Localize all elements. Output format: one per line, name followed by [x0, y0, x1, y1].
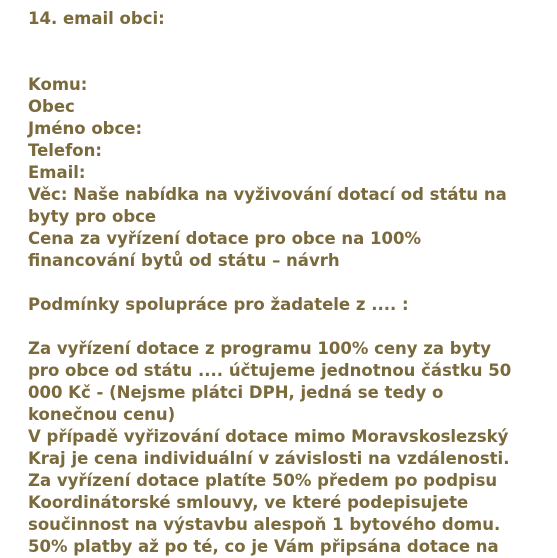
- price-line: Cena za vyřízení dotace pro obce na 100%: [28, 229, 422, 248]
- body-line: 000 Kč - (Nejsme plátci DPH, jedná se tedy o: [28, 383, 444, 402]
- body-line: Koordinátorské smlouvy, ve které podepisujete: [28, 493, 469, 512]
- price-line: financování bytů od státu – návrh: [28, 251, 340, 270]
- body-line: V případě vyřizování dotace mimo Moravskoslezský: [28, 427, 509, 446]
- section-heading: 14. email obci:: [28, 9, 165, 28]
- body-paragraph: [28, 338, 557, 558]
- conditions-heading-text: Podmínky spolupráce pro žadatele z .... :: [28, 295, 409, 314]
- body-line: 50% platby až po té, co je Vám připsána dotace na: [28, 537, 499, 556]
- body-line: Za vyřízení dotace platíte 50% předem po podpisu: [28, 471, 498, 490]
- field-municipality-name-label: Jméno obce:: [28, 119, 143, 138]
- body-line: Za vyřízení dotace z programu 100% ceny za byty: [28, 339, 491, 358]
- body-line: pro obce od státu .... účtujeme jednotnou částku 50: [28, 361, 512, 380]
- conditions-heading: [28, 294, 557, 316]
- subject-block: [28, 184, 557, 272]
- field-phone-label: Telefon:: [28, 141, 102, 160]
- body-line: konečnou cenu): [28, 405, 176, 424]
- body-line: součinnost na výstavbu alespoň 1 bytového domu.: [28, 515, 501, 534]
- field-municipality-label: Obec: [28, 97, 75, 116]
- field-to-label: Komu:: [28, 75, 88, 94]
- body-line: Kraj je cena individuální v závislosti na vzdálenosti.: [28, 449, 510, 468]
- subject-line: Věc: Naše nabídka na vyživování dotací od státu na: [28, 185, 507, 204]
- recipient-fields: [28, 74, 557, 184]
- subject-line: byty pro obce: [28, 207, 157, 226]
- field-email-label: Email:: [28, 163, 86, 182]
